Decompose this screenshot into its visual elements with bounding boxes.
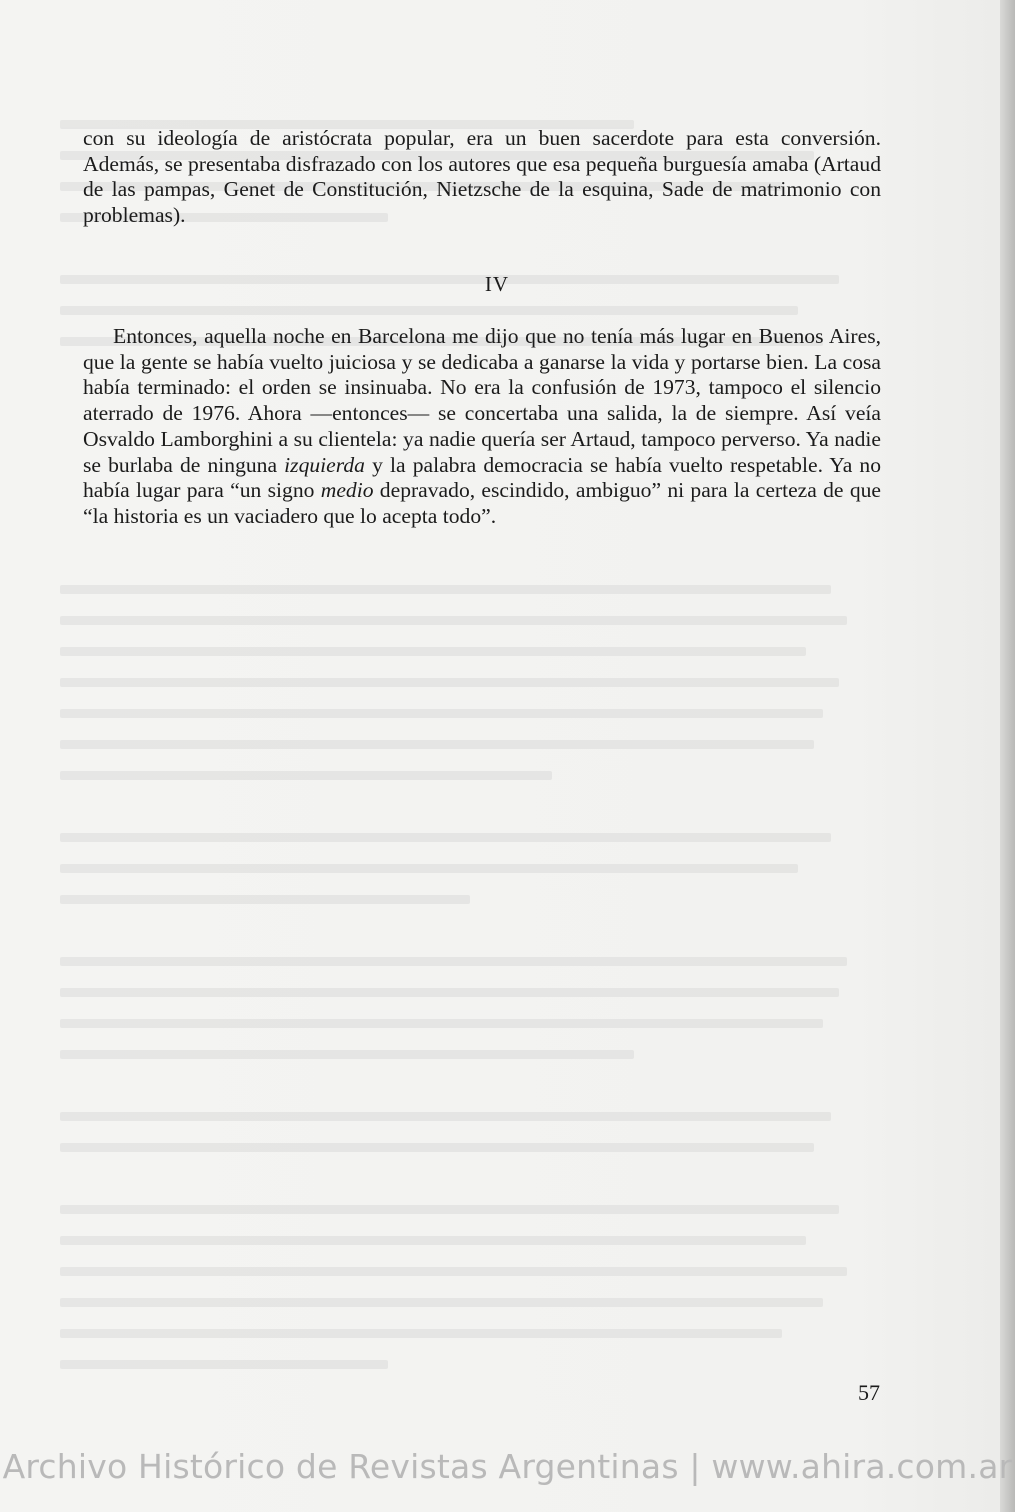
section-heading [83, 272, 881, 297]
archive-watermark: Archivo Histórico de Revistas Argentinas | www.ahira.com.ar [2, 1447, 1013, 1486]
paragraph-text-part: y la palabra democracia se había vuelto respetable. Ya no había lugar para “un signo [83, 452, 882, 503]
page-number: 57 [858, 1380, 880, 1405]
italic-word-izquierda: izquierda [284, 452, 365, 477]
section-heading-label: IV [484, 272, 510, 296]
italic-word-medio: medio [320, 478, 374, 503]
paragraph-text-part: depravado, escindido, ambiguo” ni para la certeza de que “la historia es un vaciadero que lo acepta todo”. [83, 478, 881, 528]
paragraph-section-iv [83, 324, 881, 530]
page-gutter-shadow [1000, 0, 1015, 1512]
paragraph-continuation: con su ideología de aristócrata popular, era un buen sacerdote para esta conversión. Además, se presentaba disfrazado con los autores que esa pequeña burguesía amaba (Artaud de las pampas, Genet de Constitución, Nietzsche de la esquina, Sade de matrimonio con problemas). [83, 126, 881, 228]
paragraph-text-part: Entonces, aquella noche en Barcelona me dijo que no tenía más lugar en Buenos Aires, que la gente se había vuelto juiciosa y se dedicaba a ganarse la vida y portarse bien. La cosa había terminado: el orden se insinuaba. No era la confusión de 1973, tampoco el silencio aterrado de 1976. Ahora —entonces— se concertaba una salida, la de siempre. Así veía Osvaldo Lamborghini a su clientela: ya nadie quería ser Artaud, tampoco perverso. Ya nadie se burlaba de ninguna [83, 324, 881, 477]
